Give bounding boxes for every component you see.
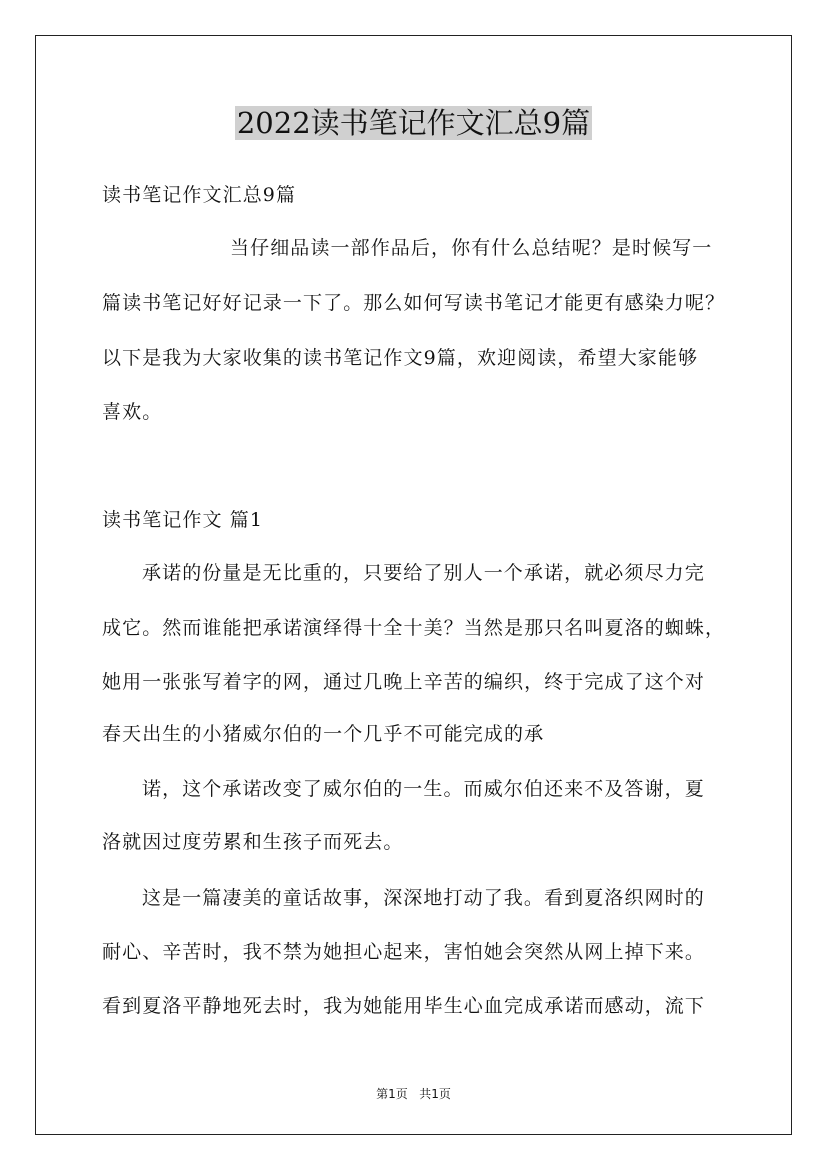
body-line: 这是一篇凄美的童话故事，深深地打动了我。看到夏洛织网时的 <box>142 887 705 909</box>
page-total-label: 共1页 <box>419 1087 451 1101</box>
body-line: 她用一张张写着字的网，通过几晚上辛苦的编织，终于完成了这个对 <box>102 671 706 693</box>
page-number-label: 第1页 <box>376 1087 408 1101</box>
document-title <box>0 104 827 142</box>
body-line: 春天出生的小猪威尔伯的一个几乎不可能完成的承 <box>102 723 545 745</box>
body-line: 承诺的份量是无比重的，只要给了别人一个承诺，就必须尽力完 <box>142 562 705 584</box>
body-line: 诺，这个承诺改变了威尔伯的一生。而威尔伯还来不及答谢，夏 <box>142 778 705 800</box>
intro-line: 喜欢。 <box>102 401 163 423</box>
body-line: 成它。然而谁能把承诺演绎得十全十美？当然是那只名叫夏洛的蜘蛛， <box>102 617 726 639</box>
body-line: 耐心、辛苦时，我不禁为她担心起来，害怕她会突然从网上掉下来。 <box>102 941 706 963</box>
section-heading: 读书笔记作文 篇1 <box>102 509 264 531</box>
document-title-text: 2022读书笔记作文汇总9篇 <box>236 106 591 140</box>
page-footer <box>0 1085 827 1102</box>
body-line: 看到夏洛平静地死去时，我为她能用毕生心血完成承诺而感动，流下 <box>102 995 706 1017</box>
intro-line: 以下是我为大家收集的读书笔记作文9篇，欢迎阅读，希望大家能够 <box>102 347 699 369</box>
intro-line: 当仔细品读一部作品后，你有什么总结呢？是时候写一 <box>230 237 713 259</box>
intro-line: 篇读书笔记好好记录一下了。那么如何写读书笔记才能更有感染力呢？ <box>102 292 726 314</box>
document-subtitle: 读书笔记作文汇总9篇 <box>102 184 297 206</box>
body-line: 洛就因过度劳累和生孩子而死去。 <box>102 831 404 853</box>
